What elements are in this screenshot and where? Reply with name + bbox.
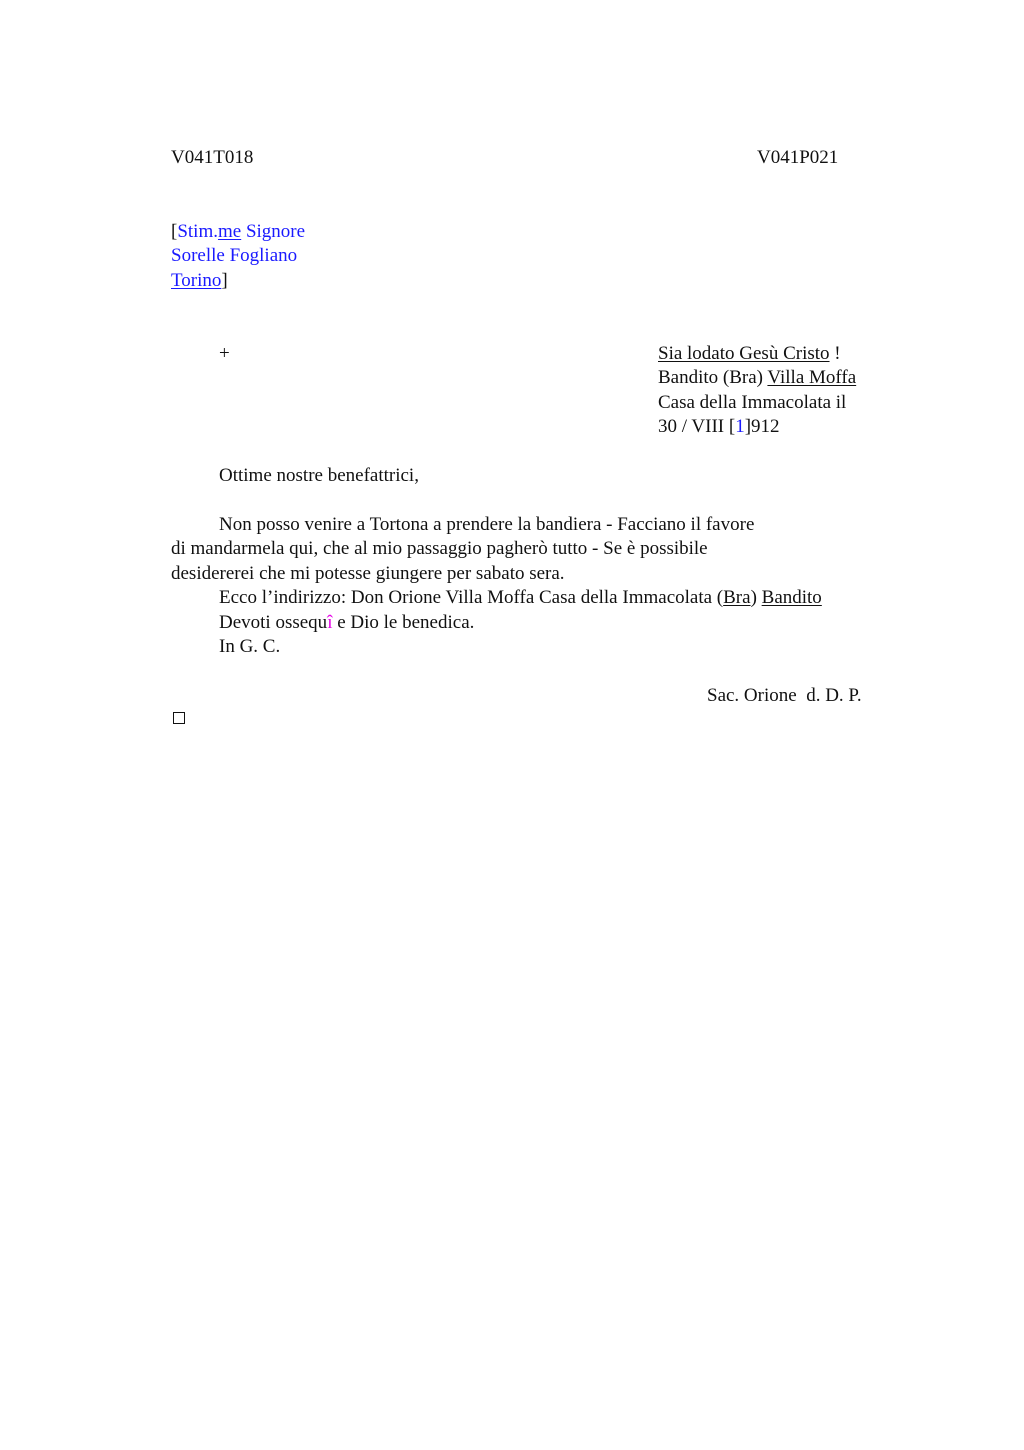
salutation: Ottime nostre benefattrici,: [219, 465, 419, 486]
address-instructions: Ecco l’indirizzo: Don Orione Villa Moffa Casa della Immacolata (: [219, 587, 724, 608]
address-line-3: [171, 269, 228, 293]
address-title: Signore: [241, 221, 306, 242]
address-line-1: [171, 220, 305, 244]
regards-text-a: Devoti ossequ: [219, 612, 328, 633]
document-code-left: V041T018: [171, 147, 254, 168]
address-honorific-suffix: me: [217, 221, 242, 242]
dateline-place: [658, 366, 856, 390]
body-paragraph-3: [219, 611, 474, 635]
signature: Sac. Orione d. D. P.: [707, 685, 862, 706]
address-honorific: Stim.: [177, 221, 218, 242]
body-paragraph-1-line-2: di mandarmela qui, che al mio passaggio pagherò tutto - Se è possibile: [171, 538, 708, 559]
regards-accent: î: [327, 612, 333, 633]
dateline-invocation-text: Sia lodato Gesù Cristo: [658, 343, 830, 364]
document-code-right: V041P021: [757, 147, 839, 168]
dateline-invocation-mark: !: [829, 343, 841, 364]
address-bra: Bra: [723, 587, 751, 608]
dateline-villa: Villa Moffa: [767, 367, 857, 388]
address-city: Torino: [171, 270, 222, 291]
cross-symbol: +: [219, 343, 230, 364]
body-paragraph-1-line-1: Non posso venire a Tortona a prendere la bandiera - Facciano il favore: [219, 514, 755, 535]
address-paren: ): [750, 587, 762, 608]
closing-formula: In G. C.: [219, 636, 281, 657]
address-bracket-open: [: [171, 221, 178, 242]
dateline-date-editorial: 1: [735, 416, 745, 437]
regards-text-b: e Dio le benedica.: [332, 612, 475, 633]
dateline-invocation: [658, 342, 841, 366]
address-bracket-close: ]: [221, 270, 228, 291]
address-line-2: Sorelle Fogliano: [171, 245, 298, 266]
body-paragraph-2: [219, 586, 822, 610]
dateline-house: Casa della Immacolata il: [658, 392, 847, 413]
body-paragraph-1-line-3: desidererei che mi potesse giungere per sabato sera.: [171, 563, 565, 584]
dateline-date-c: ]912: [744, 416, 780, 437]
address-bandito: Bandito: [761, 587, 822, 608]
end-marker-box: [173, 712, 185, 724]
dateline-date: [658, 415, 780, 439]
dateline-place-text: Bandito (Bra): [658, 367, 768, 388]
dateline-date-a: 30 / VIII [: [658, 416, 736, 437]
